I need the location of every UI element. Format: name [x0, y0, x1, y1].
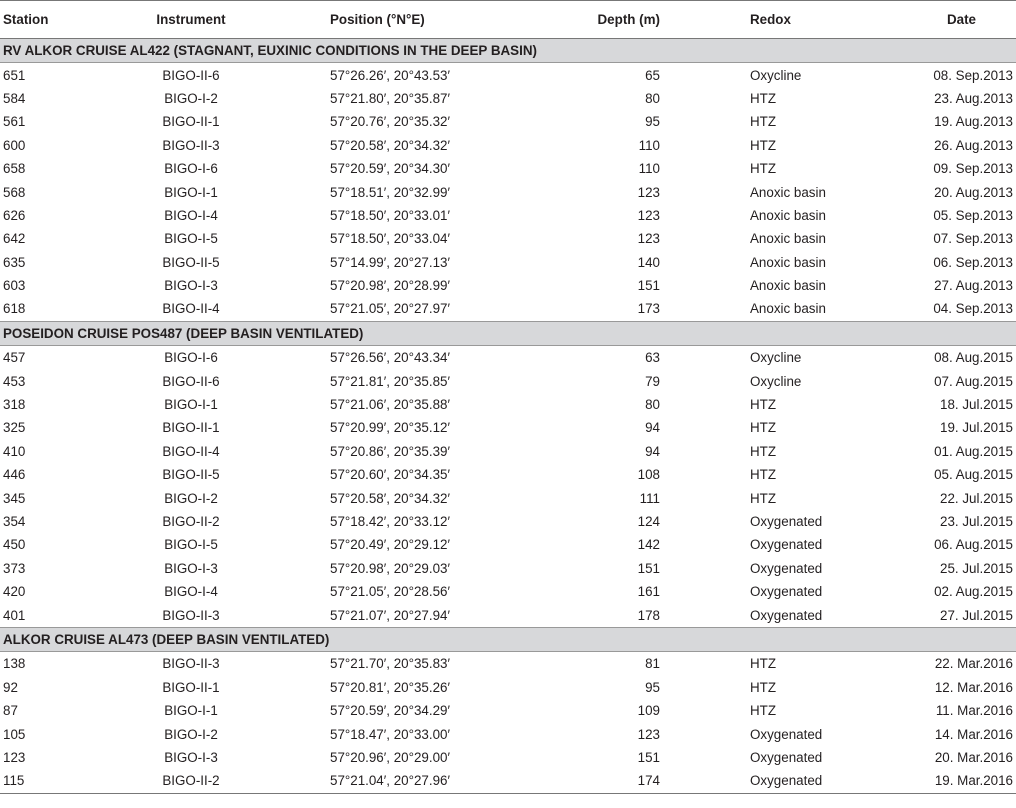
table-row	[0, 180, 1016, 203]
cell-depth: 110	[638, 161, 660, 177]
cell-instrument: BIGO-I-5	[164, 537, 218, 553]
cell-instrument: BIGO-II-3	[162, 137, 220, 153]
cell-depth: 95	[645, 114, 660, 130]
cell-instrument: BIGO-II-4	[162, 443, 220, 459]
cell-position: 57°18.42′, 20°33.12′	[330, 514, 450, 529]
cell-instrument: BIGO-II-1	[162, 114, 220, 130]
cell-station: 600	[3, 137, 26, 153]
cell-date: 01. Aug.2015	[934, 443, 1013, 459]
cell-instrument: BIGO-II-2	[130, 769, 310, 793]
cell-station: 410	[3, 443, 26, 459]
cell-depth: 111	[639, 490, 660, 506]
cell-station: 626	[3, 207, 26, 223]
table-row	[0, 134, 1016, 157]
cell-redox: HTZ	[750, 490, 777, 506]
cell-redox: HTZ	[750, 656, 777, 672]
cell-instrument: BIGO-I-2	[164, 90, 218, 106]
cell-instrument: BIGO-I-1	[164, 184, 218, 200]
cell-date: 08. Sep.2013	[933, 67, 1013, 83]
column-header-redox: Redox	[680, 1, 856, 39]
cell-date: 25. Jul.2015	[940, 560, 1013, 576]
cell-position: 57°14.99′, 20°27.13′	[330, 254, 450, 270]
cell-redox: Oxygenated	[750, 514, 823, 529]
cell-station: 561	[3, 114, 26, 130]
table-row	[0, 416, 1016, 439]
table-row	[0, 557, 1016, 580]
cell-date: 22. Mar.2016	[934, 656, 1013, 672]
cell-position: 57°21.07′, 20°27.94′	[330, 607, 450, 623]
cell-date: 06. Sep.2013	[933, 254, 1013, 270]
section-title: ALKOR CRUISE AL473 (DEEP BASIN VENTILATED)	[0, 627, 1016, 651]
cell-date: 19. Mar.2016	[856, 769, 1016, 793]
cell-depth: 80	[645, 397, 660, 413]
cell-station: 345	[3, 490, 26, 506]
table-row	[0, 769, 1016, 793]
cell-position: 57°21.05′, 20°28.56′	[330, 584, 450, 600]
cell-station: 658	[3, 161, 26, 177]
cell-depth: 95	[645, 679, 660, 695]
table-row	[0, 274, 1016, 297]
cell-position: 57°20.60′, 20°34.35′	[330, 467, 450, 483]
cell-depth: 151	[637, 749, 660, 765]
cell-position: 57°20.99′, 20°35.12′	[330, 420, 450, 436]
cell-station: 642	[3, 231, 26, 247]
cell-redox: Oxycline	[750, 373, 802, 389]
cell-date: 02. Aug.2015	[934, 584, 1013, 600]
cell-position: 57°21.06′, 20°35.88′	[330, 397, 450, 413]
cell-depth: 63	[645, 350, 660, 366]
cell-redox: HTZ	[750, 397, 777, 413]
cell-instrument: BIGO-II-2	[162, 514, 220, 529]
cell-redox: HTZ	[750, 161, 777, 177]
table-row	[0, 533, 1016, 556]
cell-date: 12. Mar.2016	[934, 679, 1013, 695]
cell-position: 57°21.70′, 20°35.83′	[330, 656, 450, 672]
cell-position: 57°21.80′, 20°35.87′	[330, 90, 450, 106]
cell-station: 87	[3, 703, 18, 719]
cell-depth: 65	[645, 67, 660, 83]
column-header-position: Position (°N°E)	[310, 1, 510, 39]
table-row	[0, 676, 1016, 699]
cell-depth: 94	[645, 420, 660, 436]
cell-instrument: BIGO-I-2	[164, 726, 218, 742]
cell-depth: 81	[645, 656, 660, 672]
cell-instrument: BIGO-I-3	[164, 560, 218, 576]
cell-station: 105	[3, 726, 26, 742]
cell-station: 618	[3, 301, 26, 317]
table-row	[0, 486, 1016, 509]
cell-redox: HTZ	[750, 137, 777, 153]
cell-station: 325	[3, 420, 26, 436]
cell-date: 27. Aug.2013	[934, 278, 1013, 294]
cell-instrument: BIGO-II-5	[162, 254, 220, 270]
cell-redox: Oxycline	[750, 67, 802, 83]
cell-depth: 123	[637, 207, 660, 223]
cell-date: 27. Jul.2015	[940, 607, 1013, 623]
cell-redox: HTZ	[750, 114, 777, 130]
cell-station: 453	[3, 373, 26, 389]
cell-depth: 94	[645, 443, 660, 459]
cell-position: 57°26.56′, 20°43.34′	[330, 350, 450, 366]
cell-redox: Anoxic basin	[750, 254, 826, 270]
cell-date: 04. Sep.2013	[933, 301, 1013, 317]
table-row	[0, 699, 1016, 722]
cell-station: 603	[3, 278, 26, 294]
cell-redox: Oxygenated	[750, 584, 823, 600]
cell-position: 57°20.59′, 20°34.29′	[330, 703, 450, 719]
cell-station: 115	[0, 769, 130, 793]
cell-station: 457	[3, 350, 26, 366]
cell-date: 08. Aug.2015	[934, 350, 1013, 366]
cell-position: 57°26.26′, 20°43.53′	[330, 67, 450, 83]
cell-redox: Anoxic basin	[750, 231, 826, 247]
table-row	[0, 227, 1016, 250]
cell-instrument: BIGO-I-3	[164, 278, 218, 294]
cell-depth: 174	[510, 769, 680, 793]
section-header-row	[0, 321, 1016, 345]
cell-instrument: BIGO-I-6	[164, 350, 218, 366]
table-row	[0, 204, 1016, 227]
cell-station: 584	[3, 90, 26, 106]
section-header-row	[0, 627, 1016, 651]
cell-instrument: BIGO-II-5	[162, 467, 220, 483]
cell-instrument: BIGO-II-3	[162, 607, 220, 623]
cell-redox: Oxygenated	[750, 560, 823, 576]
cell-station: 138	[3, 656, 26, 672]
cell-position: 57°20.58′, 20°34.32′	[330, 490, 450, 506]
cell-date: 26. Aug.2013	[934, 137, 1013, 153]
cell-station: 635	[3, 254, 26, 270]
cell-instrument: BIGO-I-1	[164, 397, 218, 413]
cell-date: 07. Aug.2015	[934, 373, 1013, 389]
cell-position: 57°18.50′, 20°33.04′	[330, 231, 450, 247]
cell-instrument: BIGO-II-1	[162, 420, 220, 436]
cell-position: 57°18.47′, 20°33.00′	[330, 726, 450, 742]
cell-date: 09. Sep.2013	[933, 161, 1013, 177]
cell-depth: 140	[637, 254, 660, 270]
cell-station: 123	[3, 749, 26, 765]
cell-instrument: BIGO-II-6	[162, 373, 220, 389]
table-row	[0, 746, 1016, 769]
cell-instrument: BIGO-I-2	[164, 490, 218, 506]
cell-redox: Oxygenated	[750, 726, 823, 742]
table-row	[0, 652, 1016, 676]
cell-depth: 173	[637, 301, 660, 317]
cell-station: 420	[3, 584, 26, 600]
cell-position: 57°20.81′, 20°35.26′	[330, 679, 450, 695]
cell-position: 57°20.86′, 20°35.39′	[330, 443, 450, 459]
cell-position: 57°21.04′, 20°27.96′	[310, 769, 510, 793]
cell-redox: Oxygenated	[750, 749, 823, 765]
cell-date: 06. Aug.2015	[934, 537, 1013, 553]
cell-date: 11. Mar.2016	[935, 703, 1013, 719]
cell-redox: HTZ	[750, 703, 777, 719]
cell-position: 57°20.58′, 20°34.32′	[330, 137, 450, 153]
cell-redox: Anoxic basin	[750, 184, 826, 200]
table-row	[0, 510, 1016, 533]
cell-depth: 79	[645, 373, 660, 389]
table-row	[0, 722, 1016, 745]
cell-position: 57°18.51′, 20°32.99′	[330, 184, 450, 200]
cell-date: 07. Sep.2013	[933, 231, 1013, 247]
table-row	[0, 297, 1016, 321]
cell-position: 57°18.50′, 20°33.01′	[330, 207, 450, 223]
cell-instrument: BIGO-I-5	[164, 231, 218, 247]
cell-date: 14. Mar.2016	[934, 726, 1013, 742]
cell-redox: HTZ	[750, 443, 777, 459]
table-row	[0, 463, 1016, 486]
cell-redox: Anoxic basin	[750, 207, 826, 223]
table-row	[0, 346, 1016, 370]
cell-station: 568	[3, 184, 26, 200]
cell-redox: HTZ	[750, 467, 777, 483]
cell-station: 92	[3, 679, 18, 695]
cell-station: 651	[3, 67, 26, 83]
table-body	[0, 39, 1016, 794]
header-row	[0, 1, 1016, 39]
cell-date: 20. Aug.2013	[934, 184, 1013, 200]
cell-position: 57°21.05′, 20°27.97′	[330, 301, 450, 317]
cell-redox: Oxygenated	[750, 607, 823, 623]
cell-instrument: BIGO-I-6	[164, 161, 218, 177]
cell-position: 57°20.76′, 20°35.32′	[330, 114, 450, 130]
cell-date: 23. Jul.2015	[940, 514, 1013, 529]
cell-date: 20. Mar.2016	[934, 749, 1013, 765]
cell-position: 57°21.81′, 20°35.85′	[330, 373, 450, 389]
table-row	[0, 63, 1016, 87]
table-row	[0, 87, 1016, 110]
cell-position: 57°20.59′, 20°34.30′	[330, 161, 450, 177]
cell-date: 19. Aug.2013	[934, 114, 1013, 130]
cell-depth: 123	[637, 184, 660, 200]
cell-instrument: BIGO-I-3	[164, 749, 218, 765]
table-row	[0, 369, 1016, 392]
cell-station: 318	[3, 397, 26, 413]
cell-instrument: BIGO-II-4	[162, 301, 220, 317]
cell-date: 18. Jul.2015	[940, 397, 1013, 413]
cell-redox: HTZ	[750, 679, 777, 695]
cell-redox: Anoxic basin	[750, 301, 826, 317]
column-header-date: Date	[856, 1, 1016, 39]
cell-depth: 151	[637, 560, 660, 576]
cell-depth: 124	[637, 514, 660, 529]
cell-depth: 151	[637, 278, 660, 294]
cell-station: 446	[3, 467, 26, 483]
cell-depth: 109	[637, 703, 660, 719]
cell-station: 373	[3, 560, 26, 576]
cell-date: 23. Aug.2013	[934, 90, 1013, 106]
cell-date: 05. Aug.2015	[934, 467, 1013, 483]
table-row	[0, 440, 1016, 463]
cell-date: 05. Sep.2013	[933, 207, 1013, 223]
section-title: POSEIDON CRUISE POS487 (DEEP BASIN VENTILATED)	[0, 321, 1016, 345]
cell-instrument: BIGO-I-4	[164, 207, 218, 223]
cell-depth: 110	[638, 137, 660, 153]
section-header-row	[0, 39, 1016, 63]
table-row	[0, 580, 1016, 603]
cell-redox: Oxygenated	[750, 537, 823, 553]
table-row	[0, 393, 1016, 416]
cell-depth: 161	[637, 584, 660, 600]
table-row	[0, 157, 1016, 180]
cell-depth: 142	[637, 537, 660, 553]
cell-redox: Oxygenated	[680, 769, 856, 793]
column-header-instrument: Instrument	[130, 1, 310, 39]
cell-date: 19. Jul.2015	[940, 420, 1013, 436]
cell-depth: 178	[637, 607, 660, 623]
cell-position: 57°20.96′, 20°29.00′	[330, 749, 450, 765]
cell-position: 57°20.98′, 20°28.99′	[330, 278, 450, 294]
cell-instrument: BIGO-II-1	[162, 679, 220, 695]
cell-redox: Oxycline	[750, 350, 802, 366]
table-row	[0, 110, 1016, 133]
cell-date: 22. Jul.2015	[940, 490, 1013, 506]
cell-instrument: BIGO-I-1	[164, 703, 218, 719]
table-row	[0, 251, 1016, 274]
cell-depth: 123	[637, 726, 660, 742]
column-header-depth: Depth (m)	[510, 1, 680, 39]
cell-station: 450	[3, 537, 26, 553]
cell-depth: 123	[637, 231, 660, 247]
cell-position: 57°20.98′, 20°29.03′	[330, 560, 450, 576]
cell-instrument: BIGO-II-6	[162, 67, 220, 83]
section-title: RV ALKOR CRUISE AL422 (STAGNANT, EUXINIC CONDITIONS IN THE DEEP BASIN)	[0, 39, 1016, 63]
cell-instrument: BIGO-II-3	[162, 656, 220, 672]
cell-depth: 80	[645, 90, 660, 106]
cell-station: 354	[3, 514, 26, 529]
cell-depth: 108	[637, 467, 660, 483]
cell-redox: Anoxic basin	[750, 278, 826, 294]
cell-station: 401	[3, 607, 26, 623]
cell-position: 57°20.49′, 20°29.12′	[330, 537, 450, 553]
cell-instrument: BIGO-I-4	[164, 584, 218, 600]
table-row	[0, 603, 1016, 627]
cell-redox: HTZ	[750, 90, 777, 106]
column-header-station: Station	[0, 1, 130, 39]
cell-redox: HTZ	[750, 420, 777, 436]
